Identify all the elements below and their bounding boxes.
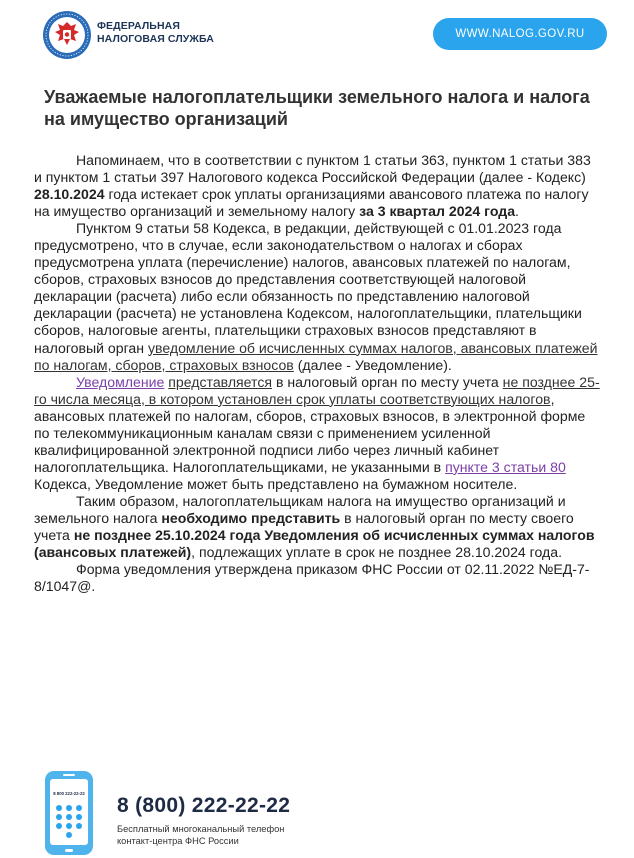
text: , подлежащих уплате в срок не позднее 28.10.2024 года. (191, 544, 563, 561)
paragraph-5 (34, 561, 602, 595)
underlined-text: представляется (168, 373, 273, 390)
page-header (0, 0, 634, 70)
text: Форма уведомления утверждена приказом ФНС России от 02.11.2022 №ЕД-7-8/1047@. (34, 561, 590, 595)
caption-line1: Бесплатный многоканальный телефон (117, 824, 285, 834)
hotline-caption (117, 823, 284, 847)
text: года истекает срок уплаты организациями авансового платежа по налогу на имущество организаций и земельному налогу (34, 186, 589, 220)
text: в налоговый орган по месту своего учета (34, 509, 574, 544)
phone-icon (44, 770, 94, 856)
paragraph-4 (34, 493, 602, 561)
deadline-date: 28.10.2024 (34, 186, 105, 203)
text: Таким образом, налогоплательщикам налога на имущество организаций и земельного налога (34, 492, 566, 526)
document-body (34, 152, 602, 595)
page-title: Уважаемые налогоплательщики земельного налога и налога на имущество организаций (44, 87, 590, 129)
site-link-button[interactable]: WWW.NALOG.GOV.RU (433, 18, 607, 50)
bold-text: необходимо представить (161, 509, 341, 526)
org-name (97, 20, 214, 45)
text: в налоговый орган по месту учета (272, 373, 503, 390)
notification-link[interactable]: Уведомление (76, 373, 165, 390)
paragraph-1 (34, 152, 602, 220)
org-name-line1: ФЕДЕРАЛЬНАЯ (97, 20, 180, 32)
text: , авансовых платежей по налогам, сборов, страховых взносов, в электронной форме по телекоммуникационным каналам связи с применением усиленной квалифицированной электронной подписи либо через личный кабинет налогоплательщика. Налогоплательщиками, не указанными в (34, 390, 586, 475)
quarter-highlight: за 3 квартал 2024 года (359, 203, 516, 220)
text: Кодекса, Уведомление может быть представлено на бумажном носителе. (34, 475, 518, 492)
text: Пунктом 9 статьи 58 Кодекса, в редакции, действующей с 01.01.2023 года предусмотрено, что в случае, если законодательством о налогах и сборах предусмотрена уплата (перечисление) налогов, авансовых платежей по налогам, сборов, страховых взносов до представления соответствующей налоговой декларации (расчета) либо если обязанность по представлению налоговой декларации (расчета) не установлена Кодексом, налогоплательщики, плательщики сборов, налоговые агенты, плательщики страховых взносов представляют в налоговый орган (34, 220, 582, 356)
deadline-underlined-text: не позднее 25-го числа месяца, в котором установлен срок уплаты соответствующих налогов (34, 373, 600, 407)
org-name-line2: НАЛОГОВАЯ СЛУЖБА (97, 32, 214, 45)
text: . (515, 203, 519, 220)
hotline-number: 8 (800) 222-22-22 (117, 794, 291, 817)
article-80-link[interactable]: пункте 3 статьи 80 (445, 458, 566, 475)
text: (далее - Уведомление). (293, 356, 452, 373)
text: Напоминаем, что в соответствии с пунктом 1 статьи 363, пунктом 1 статьи 383 и пунктом 1 статьи 397 Налогового кодекса Российской Федерации (далее - Кодекс) (34, 152, 591, 186)
paragraph-3 (34, 374, 602, 493)
paragraph-2 (34, 220, 602, 373)
bold-deadline: не позднее 25.10.2024 года Уведомления об исчисленных суммах налогов (авансовых платежей) (34, 527, 595, 561)
notification-underlined-text: уведомление об исчисленных суммах налогов, авансовых платежей по налогам, сборов, страховых взносов (34, 339, 598, 373)
caption-line2: контакт-центра ФНС России (117, 836, 239, 846)
phone-screen-number: 8 800 222-22-22 (53, 791, 85, 796)
fns-emblem-icon (42, 10, 92, 60)
